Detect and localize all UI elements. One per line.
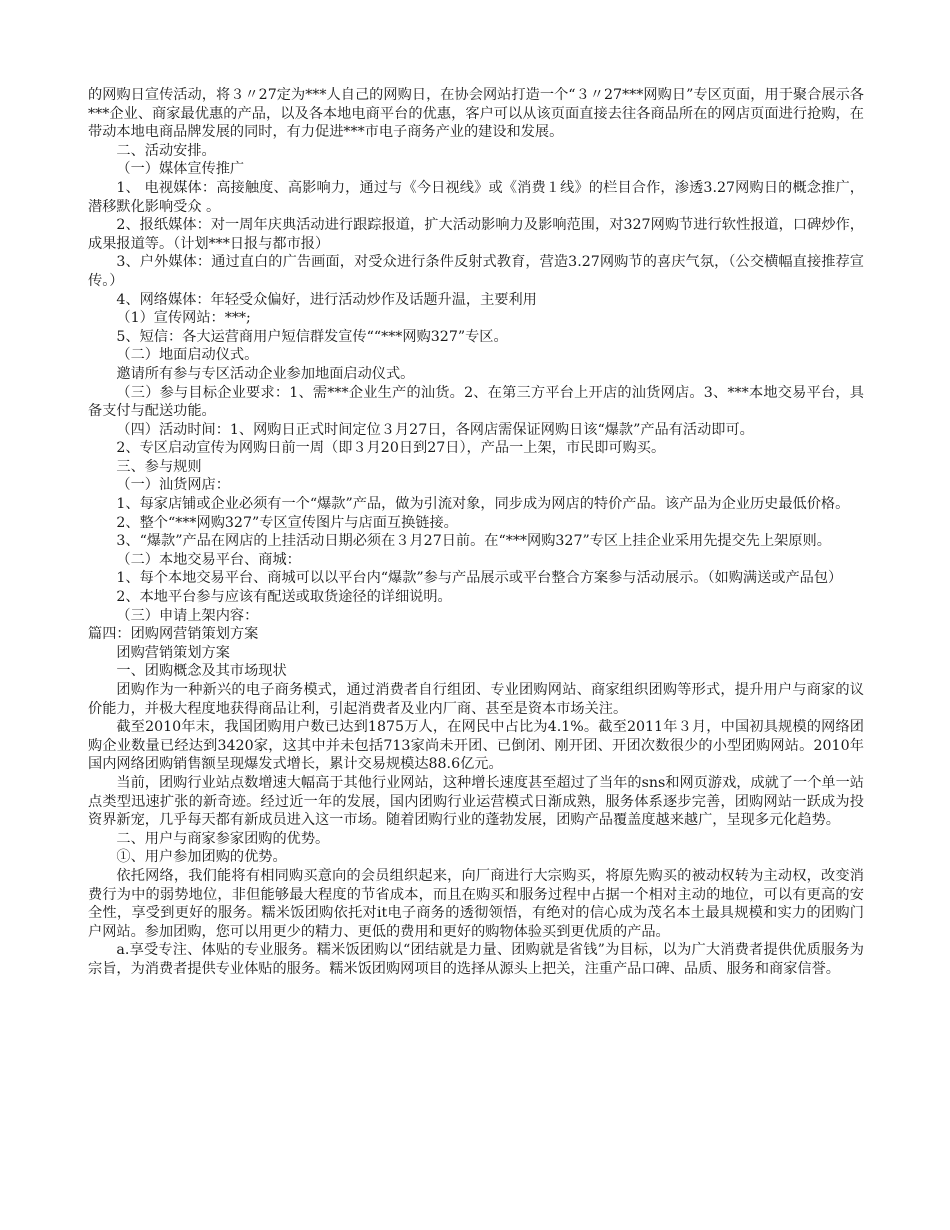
paragraph: 依托网络，我们能将有相同购买意向的会员组织起来，向厂商进行大宗购买，将原先购买的被动权转为主动权，改变消费行为中的弱势地位，非但能够最大程度的节省成本，而且在购买和服务过程中占据一个相对主动的地位，可以有更高的安全性，享受到更好的服务。糯米饭团购依托对it电子商务的透彻领悟，有绝对的信心成为茂名本土最具规模和实力的团购门户网站。参加团购，您可以用更少的精力、更低的费用和更好的购物体验买到更优质的产品。: [88, 867, 864, 940]
document-page: [88, 86, 864, 979]
paragraph: 的网购日宣传活动，将３〃27定为***人自己的网购日，在协会网站打造一个“３〃27***网购日”专区页面，用于聚合展示各***企业、商家最优惠的产品，以及各本地电商平台的优惠，客户可以从该页面直接去往各商品所在的网店页面进行抢购，在带动本地电商品牌发展的同时，有力促进***市电子商务产业的建设和发展。: [88, 87, 864, 141]
paragraph: 1、每个本地交易平台、商城可以以平台内“爆款”参与产品展示或平台整合方案参与活动展示。（如购满送或产品包）: [116, 570, 843, 587]
paragraph: 1、 电视媒体：高接触度、高影响力，通过与《今日视线》或《消费１线》的栏目合作，渗透3.27网购日的概念推广，潜移默化影响受众 。: [88, 179, 864, 215]
paragraph: 当前，团购行业站点数增速大幅高于其他行业网站，这种增长速度甚至超过了当年的sns和网页游戏，成就了一个单一站点类型迅速扩张的新奇迹。经过近一年的发展，国内团购行业运营模式日渐成熟，服务体系逐步完善，团购网站一跃成为投资界新宠，几乎每天都有新成员进入这一市场。随着团购行业的蓬勃发展，团购产品覆盖度越来越广，呈现多元化趋势。: [88, 774, 864, 829]
paragraph: （二）本地交易平台、商城：: [116, 551, 301, 568]
paragraph: 5、短信：各大运营商用户短信群发宣传““***网购327”专区。: [116, 328, 508, 345]
paragraph: 2、报纸媒体：对一周年庆典活动进行跟踪报道，扩大活动影响力及影响范围，对327网购节进行软性报道，口碑炒作，成果报道等。（计划***日报与都市报）: [88, 217, 864, 252]
paragraph: 二、用户与商家参家团购的优势。: [116, 830, 330, 847]
paragraph: 2、本地平台参与应该有配送或取货途径的详细说明。: [116, 589, 452, 606]
paragraph: （三）参与目标企业要求：1、需***企业生产的汕货。2、在第三方平台上开店的汕货网店。3、***本地交易平台，具备支付与配送功能。: [88, 384, 864, 420]
paragraph: 1、每家店铺或企业必须有一个“爆款”产品，做为引流对象，同步成为网店的特价产品。该产品为企业历史最低价格。: [116, 496, 850, 513]
paragraph: 团购作为一种新兴的电子商务模式，通过消费者自行组团、专业团购网站、商家组织团购等形式，提升用户与商家的议价能力，并极大程度地获得商品让利，引起消费者及业内厂商、甚至是资本市场关注。: [88, 682, 864, 717]
paragraph: 3、户外媒体：通过直白的广告画面，对受众进行条件反射式教育，营造3.27网购节的喜庆气氛，（公交横幅直接推荐宣传。）: [88, 254, 864, 289]
paragraph: 篇四：团购网营销策划方案: [88, 626, 259, 643]
paragraph: 4、网络媒体：年轻受众偏好，进行活动炒作及话题升温，主要利用: [116, 291, 537, 308]
paragraph: ①、用户参加团购的优势。: [116, 849, 287, 866]
paragraph: 邀请所有参与专区活动企业参加地面启动仪式。: [116, 365, 415, 382]
paragraph: 二、活动安排。: [116, 142, 216, 159]
paragraph: （二）地面启动仪式。: [116, 347, 259, 364]
paragraph: （四）活动时间：1、网购日正式时间定位３月27日，各网店需保证网购日该“爆款”产品有活动即可。: [116, 421, 754, 438]
paragraph: 截至2010年末，我国团购用户数已达到1875万人，在网民中占比为4.1%。截至2011年３月，中国初具规模的网络团购企业数量已经达到3420家，这其中并未包括713家尚未开团、已倒闭、刚开团、开团次数很少的小型团购网站。2010年国内网络团购销售额呈现爆发式增长，累计交易规模达88.6亿元。: [88, 719, 864, 773]
paragraph: 3、“爆款”产品在网店的上挂活动日期必须在３月27日前。在“***网购327”专区上挂企业采用先提交先上架原则。: [116, 533, 831, 550]
paragraph: 2、整个“***网购327”专区宣传图片与店面互换链接。: [116, 514, 458, 531]
paragraph: （一）媒体宣传推广: [116, 161, 245, 178]
paragraph: 一、团购概念及其市场现状: [116, 663, 287, 680]
paragraph: （三）申请上架内容：: [116, 607, 259, 624]
paragraph: 三、参与规则: [116, 458, 202, 475]
paragraph: a.享受专注、体贴的专业服务。糯米饭团购以“团结就是力量、团购就是省钱”为目标，以为广大消费者提供优质服务为宗旨，为消费者提供专业体贴的服务。糯米饭团购网项目的选择从源头上把关，注重产品口碑、品质、服务和商家信誉。: [88, 942, 864, 977]
paragraph: 团购营销策划方案: [116, 644, 230, 661]
paragraph: （一）汕货网店：: [116, 477, 230, 494]
paragraph: （1）宣传网站：***;: [116, 310, 251, 327]
paragraph: 2、专区启动宣传为网购日前一周（即３月20日到27日），产品一上架，市民即可购买。: [116, 440, 666, 457]
